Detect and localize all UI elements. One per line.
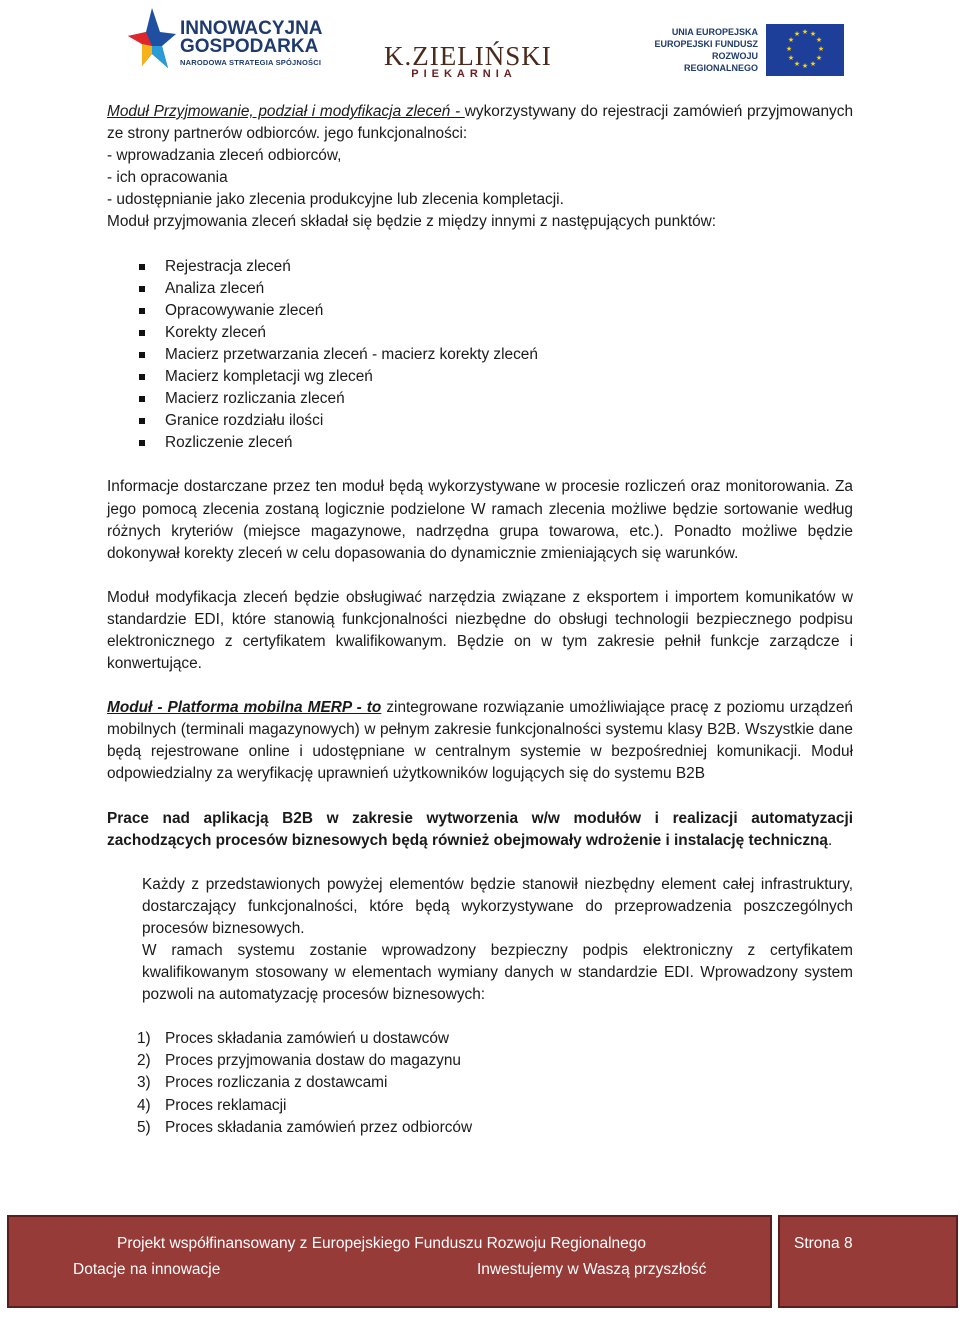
svg-text:★: ★ [787,36,795,44]
list-item: Rozliczenie zleceń [135,432,853,454]
list-text: Proces rozliczania z dostawcami [165,1074,388,1092]
section3-end: . [828,831,833,849]
list-item: Macierz przetwarzania zleceń - macierz korekty zleceń [135,344,853,366]
page-footer [3,1210,959,1316]
svg-text:★: ★ [793,30,801,38]
section1-intro [107,101,853,145]
svg-text:★: ★ [787,54,795,62]
zielinski-piekarnia-logo [384,41,552,84]
dash-item: - udostępnianie jako zlecenia produkcyjne lub zlecenia kompletacji. [107,191,564,209]
ue-line2: EUROPEJSKI FUNDUSZ [654,39,758,49]
list-item: Macierz rozliczania zleceń [135,388,853,410]
kz-name: K.ZIELIŃSKI [384,41,552,71]
footer-right2: Inwestujemy w Waszą przyszłość [477,1261,707,1278]
footer-left2: Dotacje na innowacje [73,1261,221,1278]
svg-text:★: ★ [809,60,817,68]
svg-text:★: ★ [785,45,793,53]
section1-paragraph-1: Informacje dostarczane przez ten moduł będą wykorzystywane w procesie rozliczeń oraz monitorowania. Za jego pomocą zlecenia zostaną logicznie podzielone W ramach zlecenia możliwe będzie sortowanie według różnych kryteriów (miejsce magazynowe, nadrzędna grupa towarowa, etc.). Ponadto możliwe będzie dokonywał korekty zleceń w celu dopasowania do dynamicznie zmieniających się warunków. [107,478,853,562]
ig-line2: GOSPODARKA [180,36,319,57]
section2-paragraph [107,697,853,785]
ue-line1: UNIA EUROPEJSKA [671,27,758,37]
list-number: 3) [137,1074,151,1092]
svg-text:★: ★ [815,54,823,62]
list-text: Proces reklamacji [165,1096,287,1114]
svg-text:★: ★ [801,62,809,70]
section2-title: Moduł - Platforma mobilna MERP - to [107,699,382,717]
list-text: Proces przyjmowania dostaw do magazynu [165,1052,461,1070]
footer-page-box [778,1215,958,1308]
eu-flag-icon [766,24,844,76]
section3-bold-text: Prace nad aplikacją B2B w zakresie wytworzenia w/w modułów i realizacji automatyzacji zachodzących procesów biznesowych będą również obejmowały wdrożenie i instalację techniczną [107,809,853,849]
ig-line1: INNOWACYJNA [180,18,323,39]
list-item [137,1050,853,1072]
svg-text:★: ★ [815,36,823,44]
footer-line1: Projekt współfinansowany z Europejskiego Funduszu Rozwoju Regionalnego [117,1235,647,1252]
dash-item: - wprowadzania zleceń odbiorców, [107,147,342,165]
page-header [0,0,960,90]
section1-intro-text: wykorzystywany do rejestracji zamówień przyjmowanych ze strony partnerów odbiorców. jego funkcjonalności: [107,103,853,143]
section1-title: Moduł Przyjmowanie, podział i modyfikacja zleceń - [107,103,465,120]
svg-text:★: ★ [793,60,801,68]
section2-text: zintegrowane rozwiązanie umożliwiające pracę z poziomu urządzeń mobilnych (terminali magazynowych) w pełnym zakresie funkcjonalności systemu klasy B2B. Wszystkie dane będą rejestrowane online i udostępniane w centralnym systemie w bezpośredniej komunikacji. Moduł odpowiedzialny za weryfikację uprawnień użytkowników logujących się do systemu B2B [107,699,853,783]
modules-bullet-list [107,256,853,455]
svg-text:★: ★ [809,30,817,38]
list-text: Proces składania zamówień przez odbiorców [165,1118,473,1136]
section1-lead: Moduł przyjmowania zleceń składał się będzie z między innymi z następujących punktów: [107,213,717,231]
section1-paragraph-2: Moduł modyfikacja zleceń będzie obsługiwać narzędzia związane z eksportem i importem komunikatów w standardzie EDI, które stanowią funkcjonalności niezbędne do obsługi technologii bezpiecznego podpisu elektronicznego z certyfikatem kwalifikowanym. Będzie on w tym zakresie pełnił funkcje zarządcze i konwertujące. [107,588,853,673]
dash-item: - ich opracowania [107,169,228,187]
document-body [107,101,853,1139]
list-item [137,1072,853,1094]
ig-line3: NARODOWA STRATEGIA SPÓJNOŚCI [180,58,322,67]
list-item [137,1028,853,1050]
list-text: Proces składania zamówień u dostawców [165,1030,450,1048]
unia-europejska-logo [636,26,846,76]
list-number: 1) [137,1030,151,1048]
ue-line3: ROZWOJU REGIONALNEGO [683,51,758,73]
list-item [137,1117,853,1139]
list-number: 4) [137,1096,151,1114]
list-number: 2) [137,1052,151,1070]
section3-paragraph-1: Każdy z przedstawionych powyżej elementów będzie stanowił niezbędny element całej infrastruktury, dostarczający funkcjonalności, które będą wykorzystywane do przeprowadzenia poszczególnych procesów biznesowych. [142,875,853,937]
svg-text:★: ★ [801,28,809,36]
processes-numbered-list [107,1028,853,1138]
list-item: Korekty zleceń [135,322,853,344]
ig-star-icon [122,6,178,72]
list-item: Macierz kompletacji wg zleceń [135,366,853,388]
section3-bold-paragraph [107,808,853,852]
svg-text:★: ★ [817,45,825,53]
footer-left-box [7,1215,772,1308]
list-item: Rejestracja zleceń [135,256,853,278]
list-item: Granice rozdziału ilości [135,410,853,432]
innowacyjna-gospodarka-logo [122,6,332,72]
kz-sub: PIEKARNIA [411,68,517,80]
page-number: Strona 8 [794,1235,853,1252]
section3-paragraph-2: W ramach systemu zostanie wprowadzony bezpieczny podpis elektroniczny z certyfikatem kwalifikowanym stosowany w elementach wymiany danych w standardzie EDI. Wprowadzony system pozwoli na automatyzację procesów biznesowych: [142,942,853,1004]
list-item [137,1095,853,1117]
list-item: Opracowywanie zleceń [135,300,853,322]
list-item: Analiza zleceń [135,278,853,300]
list-number: 5) [137,1118,151,1136]
